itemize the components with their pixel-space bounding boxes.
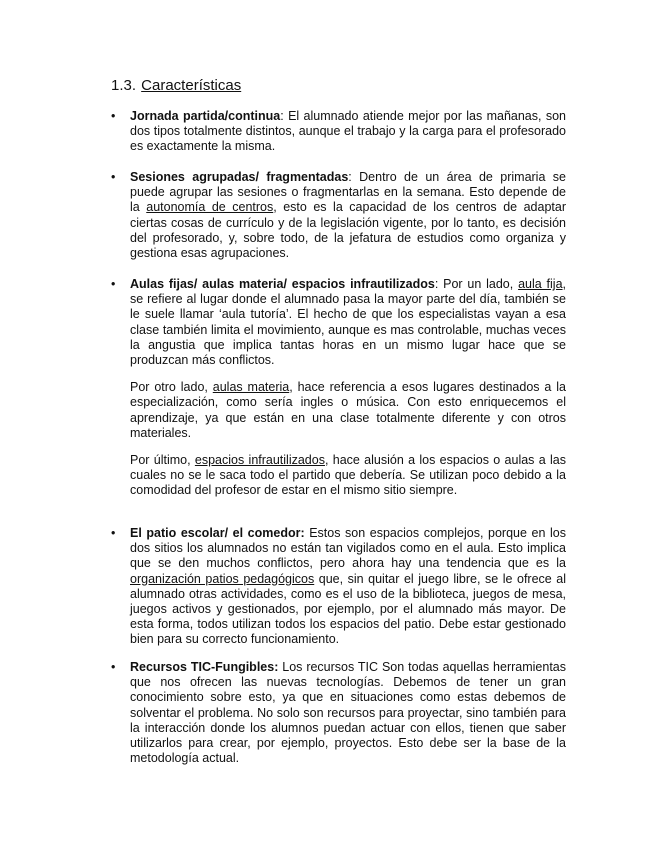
paragraph: [130, 277, 566, 368]
underlined-term: aula fija: [518, 277, 563, 291]
item-term: Recursos TIC-Fungibles:: [130, 660, 279, 674]
item-text: : Por un lado,: [434, 277, 519, 291]
list-item-aulas: [111, 277, 566, 499]
underlined-term: organización patios pedagógicos: [130, 571, 315, 586]
item-term: Jornada partida/continua: [130, 109, 281, 123]
list-item-body: [130, 277, 566, 499]
item-term: Aulas fijas/ aulas materia/ espacios infrautilizados: [130, 277, 435, 291]
section-title: Características: [141, 77, 242, 94]
item-text: : Dentro de un área de primaria se puede agrupar las sesiones o fragmentarlas en la semana. Esto depende de la: [130, 170, 566, 215]
item-text: Por otro lado,: [130, 380, 213, 395]
underlined-term: espacios infrautilizados: [194, 453, 325, 468]
paragraph: [130, 170, 566, 261]
item-text: , hace referencia a esos lugares destinados a la especialización, como sería ingles o música. Con esto enriquecemos el aprendizaje, ya que están en una clase totalmente diferente y con otros materiales.: [130, 380, 566, 440]
item-text: Los recursos TIC Son todas aquellas herramientas que nos ofrecen las nuevas tecnologías. Debemos de tener un gran conocimiento sobre esto, ya que en situaciones como estas debemos de solventar el problema. No solo son recursos para proyectar, sino también para la interacción donde los alumnos puedan actuar con ellos, tienen que saber utilizarlos para crear, por ejemplo, proyectos. Esto debe ser la base de la metodología actual.: [130, 660, 566, 766]
bullet-icon: •: [111, 660, 116, 674]
list-item-jornada: [111, 109, 566, 155]
section-number: 1.3.: [111, 77, 137, 94]
underlined-term: aulas materia: [212, 380, 290, 395]
bullet-icon: •: [111, 277, 116, 291]
item-text: , se refiere al lugar donde el alumnado pasa la mayor parte del día, también se le suele llamar ‘aula tutoría’. El hecho de que los especialistas vayan a esa clase también limita el movimiento, aunque es mas controlable, muchas veces la angustia que implica tantas horas en un mismo lugar hace que se produzcan más conflictos.: [130, 277, 567, 368]
bullet-icon: •: [111, 109, 116, 123]
bullet-icon: •: [111, 526, 116, 540]
list-item-body: [130, 526, 566, 648]
item-text: que, sin quitar el juego libre, se le ofrece al alumnado otras actividades, como es el uso de la biblioteca, juegos de mesa, juegos activos y gestionados, por ejemplo, por el alumnado más mayor. De esta forma, todos utilizan todos los espacios del patio. Debe estar gestionado bien para su correcto funcionamiento.: [130, 571, 566, 647]
item-text: : El alumnado atiende mejor por las mañanas, son dos tipos totalmente distintos, aunque el trabajo y la carga para el profesorado es exactamente la misma.: [130, 109, 566, 154]
item-text: Por último,: [130, 453, 195, 468]
paragraph: [130, 660, 566, 766]
item-term: El patio escolar/ el comedor:: [130, 526, 305, 540]
paragraph: [130, 109, 566, 155]
list-item-sesiones: [111, 170, 566, 261]
bullet-icon: •: [111, 170, 116, 184]
list-item-patio: [111, 526, 566, 648]
item-text: , hace alusión a los espacios o aulas a las cuales no se le saca todo el partido que debería. Se utilizan poco debido a la comodidad del profesor de estar en el mismo sitio siempre.: [130, 453, 566, 498]
item-text: , esto es la capacidad de los centros de adaptar ciertas cosas de currículo y de la legislación vigente, por lo tanto, es decisión del profesorado, y, sobre todo, de la jefatura de estudios como organiza y gestiona esas agrupaciones.: [130, 200, 566, 261]
underlined-term: autonomía de centros: [146, 200, 274, 215]
list-item-body: [130, 170, 566, 261]
paragraph: [130, 380, 566, 441]
list-item-body: [130, 109, 566, 155]
list-item-body: [130, 660, 566, 766]
item-text: Estos son espacios complejos, porque en los dos sitios los alumnados no están tan vigilados como en el aula. Esto implica que se den muchos conflictos, pero ahora hay una tendencia que es la: [130, 526, 566, 571]
paragraph: [130, 453, 566, 499]
paragraph: [130, 526, 566, 648]
list-item-recursos: [111, 660, 566, 766]
section-heading: [111, 77, 241, 95]
item-term: Sesiones agrupadas/ fragmentadas: [130, 170, 349, 184]
